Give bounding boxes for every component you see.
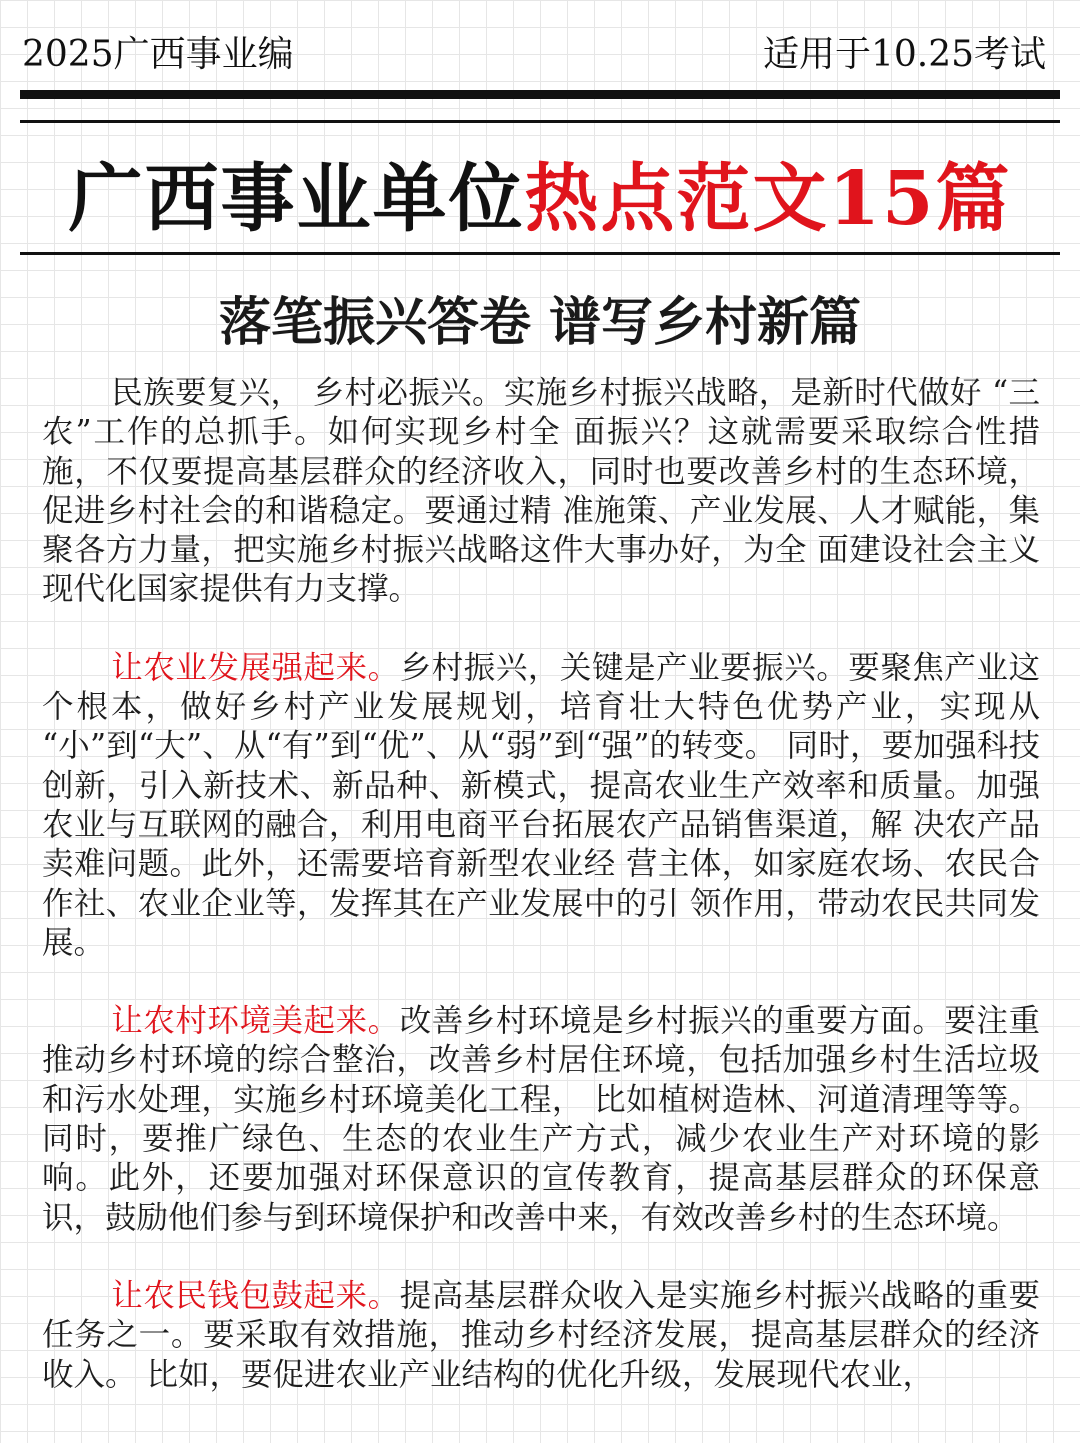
essay-body: [42, 374, 1040, 1434]
paragraph-intro: [42, 374, 1040, 610]
paragraph-text: 改善乡村环境是乡村振兴的重要方面。要注重推动乡村环境的综合整治，改善乡村居住环境，包括加强乡村生活垃圾和污水处理，实施乡村环境美化工程， 比如植树造林、河道清理等等。 同时，要推广绿色、生态的农业生产方式，减少农业生产对环境的影响。此外，还要加强对环保意识的宣传教育，提高基层群众的环保意识，鼓励他们参与到环境保护和改善中来，有效改善乡村的生态环境。: [42, 1003, 1040, 1236]
page-title-black: 广西事业单位: [68, 156, 525, 242]
essay-title: 落笔振兴答卷 谱写乡村新篇: [218, 292, 862, 353]
paragraph-income: [42, 1277, 1040, 1395]
paragraph-text: 提高基层群众收入是实施乡村振兴战略的重要任务之一。要采取有效措施，推动乡村经济发展，提高基层群众的经济收入。 比如，要促进农业产业结构的优化升级，发展现代农业，: [42, 1277, 1040, 1393]
header-left-label: 2025广西事业编: [22, 33, 294, 75]
top-thin-divider: [20, 120, 1060, 123]
header-right-label: 适用于10.25考试: [762, 33, 1046, 75]
paragraph-agriculture: [42, 649, 1040, 963]
top-bar: [22, 26, 1046, 76]
title-bottom-divider: [20, 252, 1060, 255]
paragraph-environment: [42, 1002, 1040, 1238]
page-title-red: 热点范文15篇: [524, 156, 1012, 242]
paragraph-lead: 让农民钱包鼓起来。: [111, 1277, 400, 1314]
paragraph-lead: 让农业发展强起来。: [111, 649, 400, 686]
paragraph-text: 民族要复兴， 乡村必振兴。实施乡村振兴战略，是新时代做好 “三农”工作的总抓手。如何实现乡村全 面振兴？这就需要采取综合性措施，不仅要提高基层群众的经济收入，同时也要改善乡村的生态环境，促进乡村社会的和谐稳定。要通过精 准施策、产业发展、人才赋能，集聚各方力量，把实施乡村振兴战略这件大事办好，为全 面建设社会主义现代化国家提供有力支撑。: [42, 375, 1040, 608]
paragraph-lead: 让农村环境美起来。: [111, 1003, 400, 1040]
page-title: [0, 140, 1080, 246]
paragraph-text: 乡村振兴，关键是产业要振兴。要聚焦产业这个根本，做好乡村产业发展规划，培育壮大特色优势产业，实现从 “小”到“大”、从“有”到“优”、从“弱”到“强”的转变。 同时，要加强科技创新，引入新技术、新品种、新模式，提高农业生产效率和质量。加强农业与互联网的融合，利用电商平台拓展农产品销售渠道，解 决农产品卖难问题。此外，还需要培育新型农业经 营主体，如家庭农场、农民合作社、农业企业等，发挥其在产业发展中的引 领作用，带动农民共同发展。: [42, 649, 1040, 961]
top-thick-divider: [20, 90, 1060, 99]
